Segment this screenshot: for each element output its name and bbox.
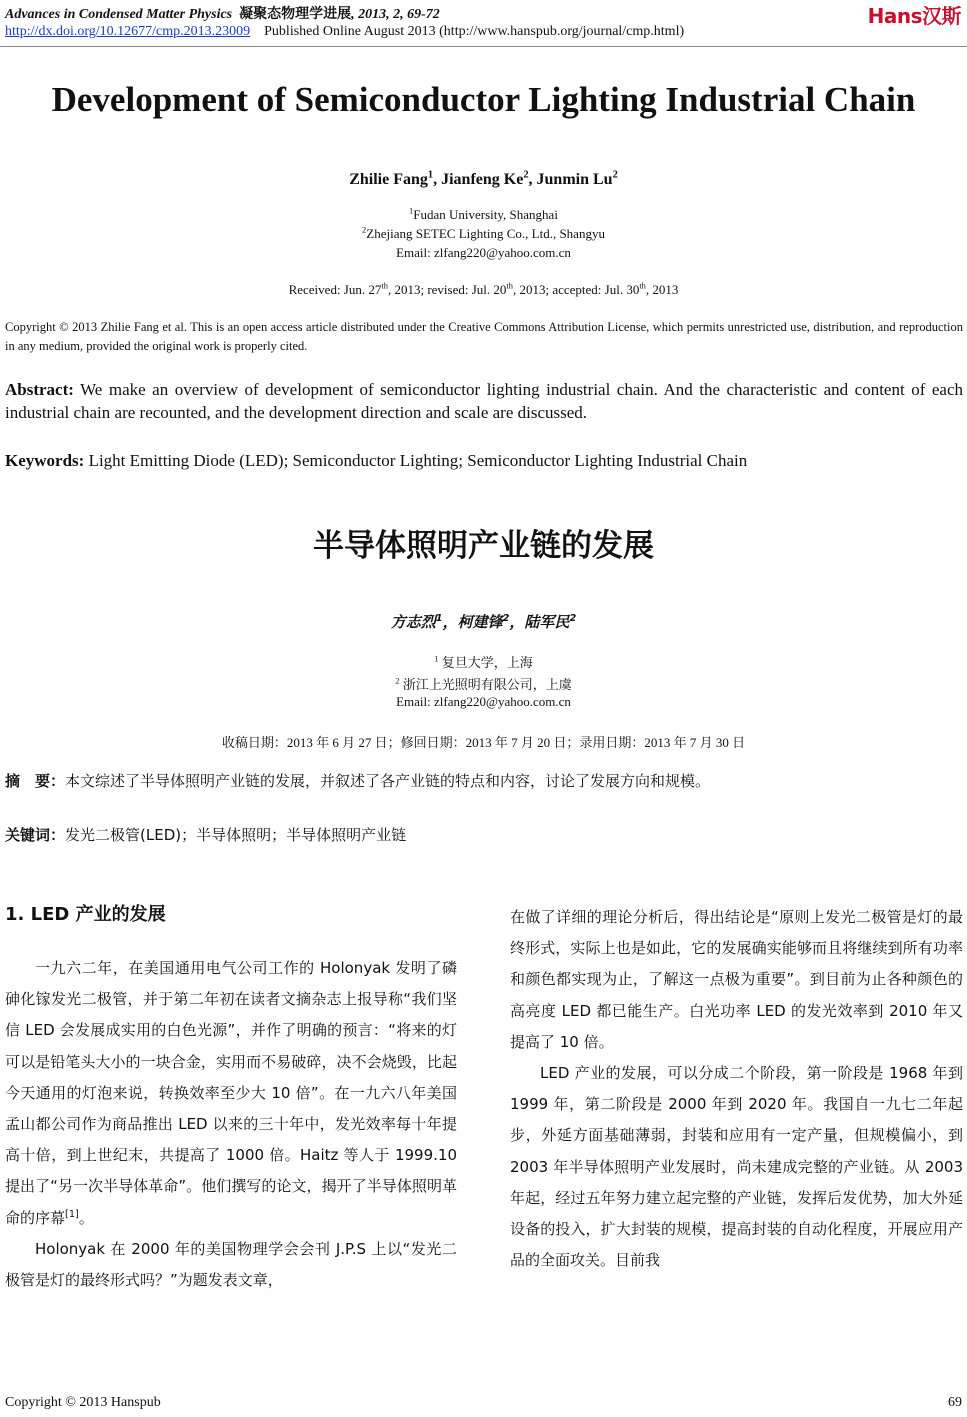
right-column [510,902,963,1276]
paragraph: 在做了详细的理论分析后，得出结论是“原则上发光二极管是灯的最终形式，实际上也是如此，它的发展确实能够而且将继续到所有功率和颜色都实现为止，了解这一点极为重要”。到目前为止各种颜色的高亮度 LED 都已能生产。白光功率 LED 的发光效率到 2010 年又提高了 10 倍。 [510,908,963,1051]
received-dates-cn: 收稿日期：2013 年 6 月 27 日；修回日期：2013 年 7 月 20 日；录用日期：2013 年 7 月 30 日 [221,735,746,750]
keywords-label: Keywords: [5,451,85,470]
abstract-cn [5,769,963,793]
journal-name-cn: 凝聚态物理学进展 [239,7,352,22]
keywords-en [5,449,963,472]
author-name: Jianfeng Ke [441,171,524,188]
citation-ref: [1] [65,1208,79,1220]
keywords-text-cn: 发光二极管(LED)；半导体照明；半导体照明产业链 [65,826,407,844]
doi-line [5,24,684,40]
paragraph: Holonyak 在 2000 年的美国物理学会会刊 J.P.S 上以“发光二极管是灯的最终形式吗？”为题发表文章， [5,1239,457,1290]
keywords-cn [5,823,963,847]
author-name: Junmin Lu [536,171,613,188]
paragraph: LED 产业的发展，可以分成二个阶段，第一阶段是 1968 年到 1999 年，第二阶段是 2000 年到 2020 年。我国自一九七二年起步，外延方面基础薄弱，封装和应用有一定产量，但规模偏小，到 2003 年半导体照明产业发展时，尚未建成完整的产业链。从 2003 年起，经过五年努力建立起完整的产业链，发挥后发优势，加大外延设备的投入，扩大封装的规模，提高封装的自动化程度，开展应用产品的全面攻关。目前我 [510,1064,963,1270]
affiliation-1-cn: $^1$ 复旦大学，上海 [434,653,533,670]
page-number: 69 [948,1395,962,1410]
header-divider [0,46,967,47]
hanspub-logo: Hans汉斯 [867,4,961,28]
affiliation-1-en: $^1$Fudan University, Shanghai [409,205,558,222]
keywords-text: Light Emitting Diode (LED); Semiconductor Lighting; Semiconductor Lighting Industrial Chain [84,451,748,470]
paragraph: 一九六二年，在美国通用电气公司工作的 Holonyak 发明了磷砷化镓发光二极管，并于第二年初在读者文摘杂志上报导称“我们坚信 LED 会发展成实用的白色光源”，并作了明确的预言：“将来的灯可以是铅笔头大小的一块合金，实用而不易破碎，决不会烧毁，比起今天通用的灯泡来说，转换效率至少大 10 倍”。在一九六八年美国孟山都公司作为商品推出 LED 以来的三十年中，发光效率每十年提高十倍，到上世纪末，共提高了 1000 倍。Haitz 等人于 1999.10 提出了“另一次半导体革命”。他们撰写的论文，揭开了半导体照明革命的序幕[1]。 [5,959,457,1227]
copyright-notice: Copyright © 2013 Zhilie Fang et al. This is an open access article distributed under the Creative Commons Attribution License, which permits unrestricted use, distribution, and reproduction in any medium, provided the original work is properly cited. [5,320,963,353]
abstract-label: Abstract: [5,380,74,399]
author-name-cn: 柯建锋 [457,613,503,631]
abstract-en [5,378,963,424]
footer-copyright: Copyright © 2013 Hanspub [5,1395,161,1410]
authors-en: Zhilie Fang$^1$, Jianfeng Ke$^2$, Junmin Lu$^2$ [349,169,618,188]
author-name-cn: 陆军民 [524,613,570,631]
journal-header [5,3,440,23]
doi-link[interactable]: http://dx.doi.org/10.12677/cmp.2013.23009 [5,24,251,39]
abstract-text: We make an overview of development of semiconductor lighting industrial chain. And the characteristic and content of each industrial chain are recounted, and the development direction and scale are discussed. [5,380,963,422]
published-online: Published Online August 2013 (http://www.hanspub.org/journal/cmp.html) [264,24,685,39]
author-name: Zhilie Fang [349,171,428,188]
journal-issue: , 2013, 2, 69-72 [351,7,440,22]
authors-cn: 方志烈$^1$，柯建锋$^2$，陆军民$^2$ [390,613,577,631]
section-1-title: 1. LED 产业的发展 [5,904,166,925]
affiliation-2-cn: $^2$ 浙江上光照明有限公司，上虞 [395,675,572,692]
affiliation-2-en: $^2$Zhejiang SETEC Lighting Co., Ltd., Shangyu [362,224,605,241]
paper-title-en: Development of Semiconductor Lighting Industrial Chain [51,80,916,119]
author-name-cn: 方志烈 [390,613,436,631]
journal-name-en: Advances in Condensed Matter Physics [5,7,233,22]
email-en: Email: zlfang220@yahoo.com.cn [396,245,571,260]
paper-title-cn: 半导体照明产业链的发展 [313,528,654,564]
abstract-text-cn: 本文综述了半导体照明产业链的发展，并叙述了各产业链的特点和内容，讨论了发展方向和规模。 [65,772,711,790]
received-dates-en: Received: Jun. 27th, 2013; revised: Jul. 20th, 2013; accepted: Jul. 30th, 2013 [288,280,679,297]
abstract-label-cn: 摘 要： [5,772,66,790]
keywords-label-cn: 关键词： [5,826,66,844]
left-column [5,953,457,1296]
email-cn: Email: zlfang220@yahoo.com.cn [396,694,571,709]
